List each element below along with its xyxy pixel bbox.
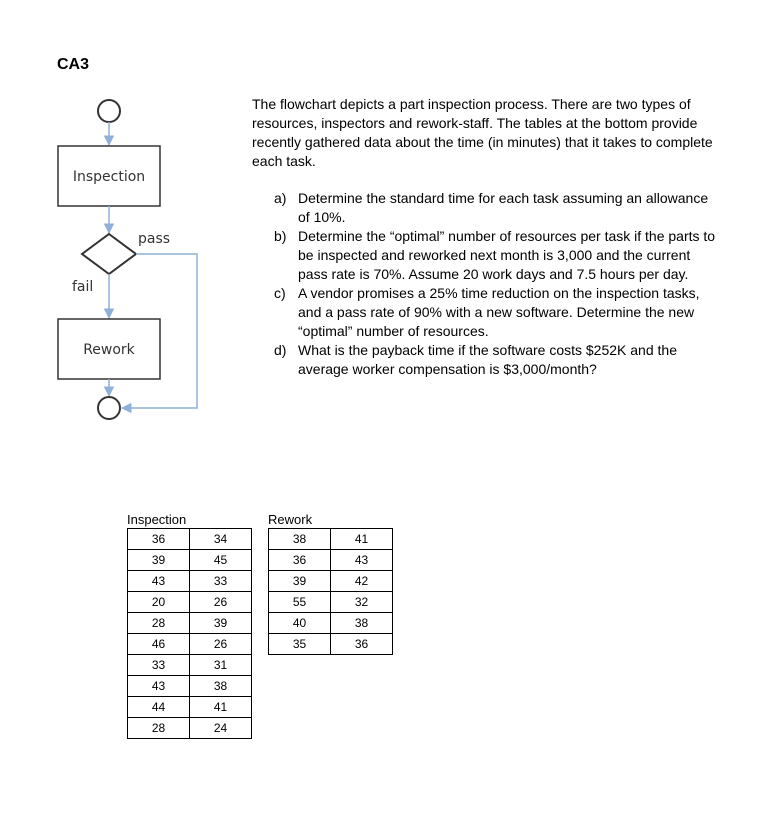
start-node bbox=[98, 100, 120, 122]
table-cell: 42 bbox=[331, 571, 393, 592]
question-text: Determine the standard time for each task assuming an allowance of 10%. bbox=[298, 190, 709, 225]
flowchart bbox=[0, 0, 260, 430]
table-cell: 26 bbox=[190, 634, 252, 655]
question-letter: b) bbox=[274, 228, 287, 244]
table-row bbox=[128, 634, 252, 655]
table-row bbox=[128, 529, 252, 550]
table-cell: 24 bbox=[190, 718, 252, 739]
question-list bbox=[274, 189, 722, 379]
table-row bbox=[128, 655, 252, 676]
table-cell: 40 bbox=[269, 613, 331, 634]
table-row bbox=[128, 676, 252, 697]
table-cell: 39 bbox=[190, 613, 252, 634]
page-title: CA3 bbox=[57, 56, 90, 73]
rework-table-label: Rework bbox=[268, 512, 313, 527]
table-cell: 46 bbox=[128, 634, 190, 655]
question-text: Determine the “optimal” number of resources per task if the parts to be inspected and reworked next month is 3,000 and the current pass rate is 70%. Assume 20 work days and 7.5 hours per day. bbox=[298, 228, 716, 282]
table-row bbox=[269, 550, 393, 571]
table-row bbox=[128, 613, 252, 634]
question-text: What is the payback time if the software costs $252K and the average worker compensation is $3,000/month? bbox=[298, 342, 677, 377]
inspection-step-label: Inspection bbox=[72, 169, 146, 185]
rework-step-label: Rework bbox=[83, 342, 135, 358]
question-item bbox=[274, 284, 722, 341]
table-cell: 39 bbox=[128, 550, 190, 571]
table-cell: 45 bbox=[190, 550, 252, 571]
table-cell: 43 bbox=[331, 550, 393, 571]
table-cell: 20 bbox=[128, 592, 190, 613]
question-text: A vendor promises a 25% time reduction on the inspection tasks, and a pass rate of 90% with a new software. Determine the new “optimal” number of resources. bbox=[298, 285, 700, 339]
question-letter: c) bbox=[274, 285, 286, 301]
table-cell: 38 bbox=[331, 613, 393, 634]
table-row bbox=[128, 718, 252, 739]
table-cell: 38 bbox=[190, 676, 252, 697]
table-cell: 41 bbox=[331, 529, 393, 550]
table-cell: 43 bbox=[128, 676, 190, 697]
intro-paragraph: The flowchart depicts a part inspection process. There are two types of resources, inspectors and rework-staff. The tables at the bottom provide recently gathered data about the time (in minutes) that it takes to complete each task. bbox=[252, 96, 713, 169]
table-cell: 33 bbox=[128, 655, 190, 676]
table-row bbox=[128, 697, 252, 718]
table-cell: 36 bbox=[331, 634, 393, 655]
table-row bbox=[269, 592, 393, 613]
inspection-table bbox=[127, 528, 252, 739]
table-cell: 34 bbox=[190, 529, 252, 550]
decision-diamond bbox=[82, 234, 136, 274]
table-cell: 55 bbox=[269, 592, 331, 613]
table-row bbox=[269, 613, 393, 634]
table-cell: 38 bbox=[269, 529, 331, 550]
rework-table bbox=[268, 528, 393, 655]
pass-label: pass bbox=[138, 231, 171, 247]
table-cell: 28 bbox=[128, 613, 190, 634]
question-item bbox=[274, 189, 722, 227]
table-cell: 33 bbox=[190, 571, 252, 592]
table-cell: 43 bbox=[128, 571, 190, 592]
table-cell: 28 bbox=[128, 718, 190, 739]
table-cell: 26 bbox=[190, 592, 252, 613]
table-cell: 36 bbox=[128, 529, 190, 550]
table-cell: 44 bbox=[128, 697, 190, 718]
end-node bbox=[98, 397, 120, 419]
table-cell: 35 bbox=[269, 634, 331, 655]
question-letter: a) bbox=[274, 190, 287, 206]
table-row bbox=[128, 592, 252, 613]
fail-label: fail bbox=[72, 279, 94, 295]
problem-description bbox=[252, 95, 722, 379]
table-cell: 39 bbox=[269, 571, 331, 592]
question-item bbox=[274, 227, 722, 284]
table-row bbox=[269, 529, 393, 550]
table-cell: 41 bbox=[190, 697, 252, 718]
table-cell: 36 bbox=[269, 550, 331, 571]
table-row bbox=[128, 571, 252, 592]
table-cell: 31 bbox=[190, 655, 252, 676]
table-row bbox=[269, 634, 393, 655]
table-row bbox=[269, 571, 393, 592]
table-cell: 32 bbox=[331, 592, 393, 613]
question-item bbox=[274, 341, 722, 379]
inspection-table-label: Inspection bbox=[127, 512, 187, 527]
table-row bbox=[128, 550, 252, 571]
question-letter: d) bbox=[274, 342, 287, 358]
